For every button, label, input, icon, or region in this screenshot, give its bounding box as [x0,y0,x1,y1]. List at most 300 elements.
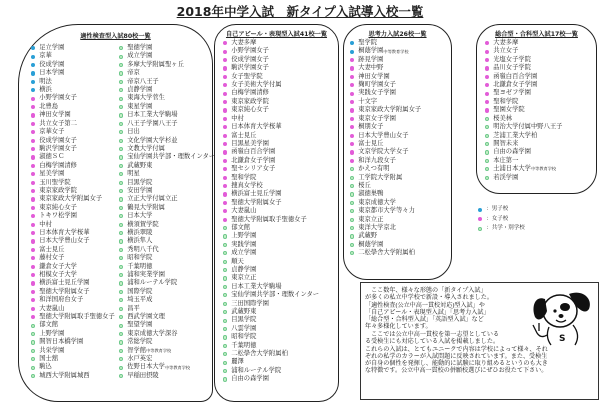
girls-school-dot-icon [485,66,489,70]
girls-dot-icon [478,217,482,221]
school-item [119,237,215,245]
coed-school-dot-icon [119,298,123,302]
school-name: 昭和学院 [231,333,257,341]
school-item [350,73,421,81]
school-name: 文化学園大学杉並 [127,136,178,144]
note-line: な特徴です。公立中高一貫校の併願校選びにぜひお役たて下さい。 [365,368,548,375]
boys-school-dot-icon [31,80,35,84]
coed-school-dot-icon [119,55,123,59]
school-item [119,254,215,262]
school-item [119,136,215,144]
coed-school-dot-icon [119,340,123,344]
school-item [223,207,319,215]
school-name: 西武学園文理 [127,313,165,321]
school-item [350,232,421,240]
boys-school-dot-icon [31,88,35,92]
school-type-suffix: 中等教育学校 [383,48,409,54]
school-name: 宝仙学園共学部・理数インター [127,153,216,161]
school-item [31,52,115,60]
school-name: 東京立正 [358,215,384,223]
school-item [119,120,215,128]
school-item [223,249,319,257]
girls-school-dot-icon [350,159,354,163]
school-item [119,246,215,254]
school-name: 実践学園 [231,240,257,248]
school-item [223,283,319,291]
school-name: 桐蔭学園 [358,240,384,248]
school-name: かえつ有明 [358,165,390,173]
school-name: 貞静学園 [231,266,257,274]
school-name: 文教大学付属 [127,144,165,152]
school-name: 東洋大学京北 [358,223,396,231]
school-item [223,56,319,64]
girls-school-dot-icon [31,223,35,227]
girls-school-dot-icon [485,83,489,87]
legend-item-girls [478,215,525,225]
girls-school-dot-icon [31,239,35,243]
note-line: ここでは公立中高一貫校を第一志望としている [365,332,500,338]
coed-school-dot-icon [31,332,35,336]
coed-school-dot-icon [485,117,489,121]
coed-school-dot-icon [223,276,227,280]
school-item [31,103,115,111]
school-name: 明星 [127,170,140,178]
coed-school-dot-icon [119,324,123,328]
page-title: 2018年中学入試 新タイプ入試導入校一覧 [176,4,424,19]
sougou-box [476,24,597,194]
girls-school-dot-icon [31,172,35,176]
school-name: 光塩女子学院 [493,55,531,63]
coed-school-dot-icon [119,147,123,151]
school-name: 八王子学園八王子 [127,119,178,127]
coed-school-dot-icon [119,46,123,50]
coed-school-dot-icon [485,159,489,163]
school-item [485,106,562,114]
jiko-header: 自己アピール・表現型入試41校一覧 [225,31,328,38]
girls-school-dot-icon [223,50,227,54]
school-item [31,263,115,271]
girls-school-dot-icon [350,108,354,112]
school-name: 自由の森学園 [231,375,269,383]
school-item [31,69,115,77]
school-item [31,338,115,346]
school-name: 跡見学園 [358,55,384,63]
school-item [485,165,562,173]
coed-school-dot-icon [350,201,354,205]
school-name: 聖園女学院 [493,106,525,114]
coed-school-dot-icon [31,366,35,370]
school-name: 城西大学附属城西 [39,371,90,379]
school-name: 女子聖学院 [231,72,263,80]
coed-school-dot-icon [119,97,123,101]
coed-school-dot-icon [119,256,123,260]
girls-school-dot-icon [31,290,35,294]
school-name: 大妻多摩 [231,39,257,47]
school-item [223,325,319,333]
school-name: 文京学院大学女子 [358,148,409,156]
coed-school-dot-icon [119,366,123,370]
school-item [119,69,215,77]
school-item [350,131,421,139]
girls-school-dot-icon [223,83,227,87]
school-name: 横浜 [39,86,52,94]
legend-label: ：女子校 [486,215,509,222]
coed-school-dot-icon [119,223,123,227]
girls-school-dot-icon [223,176,227,180]
school-item [223,291,319,299]
coed-school-dot-icon [119,189,123,193]
girls-school-dot-icon [350,66,354,70]
coed-school-dot-icon [119,139,123,143]
girls-school-dot-icon [485,58,489,62]
school-item [31,128,115,136]
coed-school-dot-icon [119,105,123,109]
coed-school-dot-icon [119,265,123,269]
coed-school-dot-icon [350,192,354,196]
school-item [223,216,319,224]
note-line: が多くの私立中学校で新設・導入されました。 [365,295,493,302]
coed-school-dot-icon [485,142,489,146]
coed-school-dot-icon [350,243,354,247]
school-item [119,111,215,119]
girls-school-dot-icon [485,92,489,96]
coed-school-dot-icon [119,248,123,252]
coed-school-dot-icon [119,307,123,311]
school-item [350,98,421,106]
note-line: 「適性検査(公立中高一貫校対応)型入試」や [365,302,485,309]
coed-school-dot-icon [119,374,123,378]
school-item [485,89,562,97]
school-name: 立正大学付属立正 [127,195,178,203]
school-item [223,375,319,383]
girls-school-dot-icon [31,139,35,143]
school-name: 玉川聖学院 [39,178,71,186]
girls-school-dot-icon [31,181,35,185]
school-name: 順天 [231,257,244,265]
school-item [485,174,562,182]
school-item [350,190,421,198]
school-item [31,237,115,245]
school-item [31,254,115,262]
girls-school-dot-icon [31,189,35,193]
girls-school-dot-icon [223,134,227,138]
school-item [119,78,215,86]
school-name: 聖徳大学附属取手聖徳女子 [231,215,307,223]
school-item [31,330,115,338]
school-name: 土浦日本大学 [493,165,531,173]
school-name: 共立女子 [493,47,519,55]
shikou-list [350,39,421,258]
girls-school-dot-icon [485,100,489,104]
coed-school-dot-icon [119,155,123,159]
school-name: 小野学園女子 [39,94,77,102]
school-name: 東京女子学園 [358,114,396,122]
note-paragraph-1 [365,288,493,332]
tekisei-header: 適性検査型入試80校一覧 [80,33,151,40]
school-item [119,288,215,296]
note-line: 年々多様化しています。 [365,324,432,331]
school-name: 日出 [127,128,140,136]
school-item [31,372,115,380]
school-name: 北鎌倉女子学園 [231,156,276,164]
school-name: 国際学院 [127,287,153,295]
school-name: 聖徳学園 [127,44,153,52]
coed-school-dot-icon [223,377,227,381]
note-line: ぞれの私学のカラーが入試問題に反映されています。また、受検生 [365,353,548,360]
school-name: 明治大学付属中野八王子 [493,123,563,131]
girls-school-dot-icon [223,218,227,222]
school-name: 和洋九段女子 [358,156,396,164]
school-item [31,111,115,119]
coed-school-dot-icon [119,113,123,117]
coed-dot-icon [478,227,482,231]
girls-school-dot-icon [485,75,489,79]
school-item [119,153,215,161]
school-item [31,170,115,178]
school-item [223,190,319,198]
school-item [31,94,115,102]
coed-school-dot-icon [119,315,123,319]
school-item [31,288,115,296]
school-name: 横浜翠陵 [127,228,153,236]
school-item [350,148,421,156]
school-name: 二松學舎大学附属柏 [358,249,415,257]
school-name: 実践女子学園 [358,89,396,97]
school-item [223,64,319,72]
school-name: 聖和学院 [231,173,257,181]
school-item [485,123,562,131]
school-item [31,204,115,212]
school-item [31,296,115,304]
school-item [485,47,562,55]
coed-school-dot-icon [350,184,354,188]
school-name: 安田学園 [127,186,153,194]
coed-school-dot-icon [223,293,227,297]
school-name: 横須賀学院 [127,220,159,228]
school-name: 二松學舎大学附属柏 [231,350,288,358]
girls-school-dot-icon [31,206,35,210]
school-name: 中村 [231,114,244,122]
school-name: 聖学院 [358,39,378,47]
school-name: 藤村女子 [39,254,65,262]
tekisei-box [18,24,216,402]
school-name: 東京立正 [231,274,257,282]
school-name: 日本大学 [127,212,153,220]
school-item [119,263,215,271]
school-item [119,330,215,338]
girls-school-dot-icon [223,150,227,154]
girls-school-dot-icon [31,273,35,277]
school-name: 郁文館 [231,223,251,231]
coed-school-dot-icon [350,251,354,255]
note-line: が自身の個性を発揮し、能動的に試験に取り組めるというのも大き [365,361,548,368]
school-item [350,241,421,249]
coed-school-dot-icon [119,71,123,75]
school-name: 鶴見大学附属 [127,203,165,211]
school-item [223,89,319,97]
school-item [350,174,421,182]
coed-school-dot-icon [223,260,227,264]
school-name: 目黒学院 [127,178,153,186]
school-name: 日本工業大学駒場 [127,111,178,119]
school-name: 芝浦工業大学柏 [493,131,538,139]
school-item [31,136,115,144]
girls-school-dot-icon [223,125,227,129]
girls-school-dot-icon [485,108,489,112]
school-name: 東京都市大学等々力 [358,207,415,215]
school-name: 東京純心女子 [231,106,269,114]
girls-school-dot-icon [31,231,35,235]
school-item [119,128,215,136]
coed-school-dot-icon [485,167,489,171]
girls-school-dot-icon [31,97,35,101]
school-item [485,157,562,165]
school-name: 東京家政大学附属女子 [39,195,103,203]
school-name: 若渓学園 [493,173,519,181]
school-name: 千葉明徳 [127,262,153,270]
school-item [223,73,319,81]
sougou-header: 総合型・合科型入試17校一覧 [495,31,578,38]
coed-school-dot-icon [223,310,227,314]
school-name: 東京家政大学附属女子 [358,106,422,114]
shikou-box [343,24,452,280]
school-item [31,212,115,220]
school-name: 秀明八千代 [127,245,159,253]
girls-school-dot-icon [223,41,227,45]
school-name: 早稲田摂陵 [127,371,159,379]
school-name: 桜丘 [358,181,371,189]
school-item [223,333,319,341]
school-item [223,106,319,114]
school-name: 函嶺白百合学園 [493,72,538,80]
school-item [223,342,319,350]
school-name: 多摩大学附属聖ヶ丘 [127,60,184,68]
coed-school-dot-icon [119,273,123,277]
school-name: 北鎌倉女子学園 [493,81,538,89]
school-item [485,115,562,123]
school-type-suffix: 中等教育学校 [530,166,557,172]
coed-school-dot-icon [223,302,227,306]
school-name: 淑徳ＳＣ [39,153,65,161]
school-item [31,195,115,203]
coed-school-dot-icon [223,344,227,348]
school-name: 駒沢学園女子 [39,144,77,152]
school-name: 日本学園 [39,69,65,77]
school-name: 富士見丘 [231,131,257,139]
coed-school-dot-icon [223,251,227,255]
coed-school-dot-icon [223,268,227,272]
school-name: 聖望学園 [127,321,153,329]
tekisei-list-col1 [31,44,115,380]
legend-item-boys [478,205,525,215]
girls-school-dot-icon [31,155,35,159]
school-item [485,56,562,64]
school-name: 聖徳大学附属女子 [39,287,90,295]
coed-school-dot-icon [350,167,354,171]
school-name: 目黒学院 [231,316,257,324]
school-item [350,207,421,215]
coed-school-dot-icon [223,234,227,238]
school-name: 上野学園 [231,232,257,240]
school-name: 女子美術大学付属 [231,81,282,89]
coed-school-dot-icon [119,349,123,353]
school-item [119,321,215,329]
school-name: 十文字 [358,97,378,105]
coed-school-dot-icon [31,349,35,353]
boys-school-dot-icon [350,50,354,54]
school-name: 北豊島 [39,102,59,110]
school-item [485,98,562,106]
school-item [119,170,215,178]
school-name: 横浜富士見丘学園 [39,279,90,287]
school-item [119,103,215,111]
boys-school-dot-icon [31,46,35,50]
coed-school-dot-icon [223,285,227,289]
school-item [119,363,215,371]
coed-school-dot-icon [119,164,123,168]
school-name: 佼成学園女子 [39,136,77,144]
school-item [119,347,215,355]
school-item [223,241,319,249]
coed-school-dot-icon [119,332,123,336]
school-name: 日本大学豊山女子 [39,237,90,245]
school-name: 桐蔭学園 [358,47,384,55]
coed-school-dot-icon [223,243,227,247]
school-item [119,179,215,187]
school-name: 京華女子 [39,128,65,136]
school-item [31,347,115,355]
coed-school-dot-icon [119,231,123,235]
school-name: 富士見丘 [39,245,65,253]
girls-school-dot-icon [350,142,354,146]
school-name: 昌平 [127,304,140,312]
school-item [223,148,319,156]
girls-school-dot-icon [223,184,227,188]
school-name: 東京家政学院 [39,186,77,194]
school-name: 淑徳巣鴨 [358,190,384,198]
school-name: 目黒星美学園 [231,139,269,147]
school-name: 貞静学園 [127,86,153,94]
school-name: 宝仙学園共学部・理数インター [231,291,320,299]
school-name: 駒込 [39,363,52,371]
coed-school-dot-icon [350,209,354,213]
note-line: 「総合型・合科型入試」「英語型入試」など [365,317,484,324]
girls-school-dot-icon [31,197,35,201]
girls-school-dot-icon [223,159,227,163]
school-name: 鎌倉女子大学 [39,262,77,270]
school-name: 函嶺白百合学園 [231,148,276,156]
school-name: 八雲学園 [231,324,257,332]
school-item [119,305,215,313]
school-item [31,279,115,287]
school-name: 麹町学園女子 [358,81,396,89]
school-name: 神田女学園 [39,111,71,119]
school-name: 昭和学院 [127,254,153,262]
school-name: 佼成学園 [39,60,65,68]
school-item [350,157,421,165]
school-item [119,279,215,287]
school-item [485,64,562,72]
school-item [350,89,421,97]
school-name: 足立学園 [39,44,65,52]
school-name: 上野学園 [39,329,65,337]
girls-school-dot-icon [223,167,227,171]
boys-school-dot-icon [350,41,354,45]
school-type-suffix: 中等教育学校 [164,364,191,370]
coed-school-dot-icon [223,361,227,365]
school-name: 大妻嵐山 [231,207,257,215]
school-item [485,73,562,81]
